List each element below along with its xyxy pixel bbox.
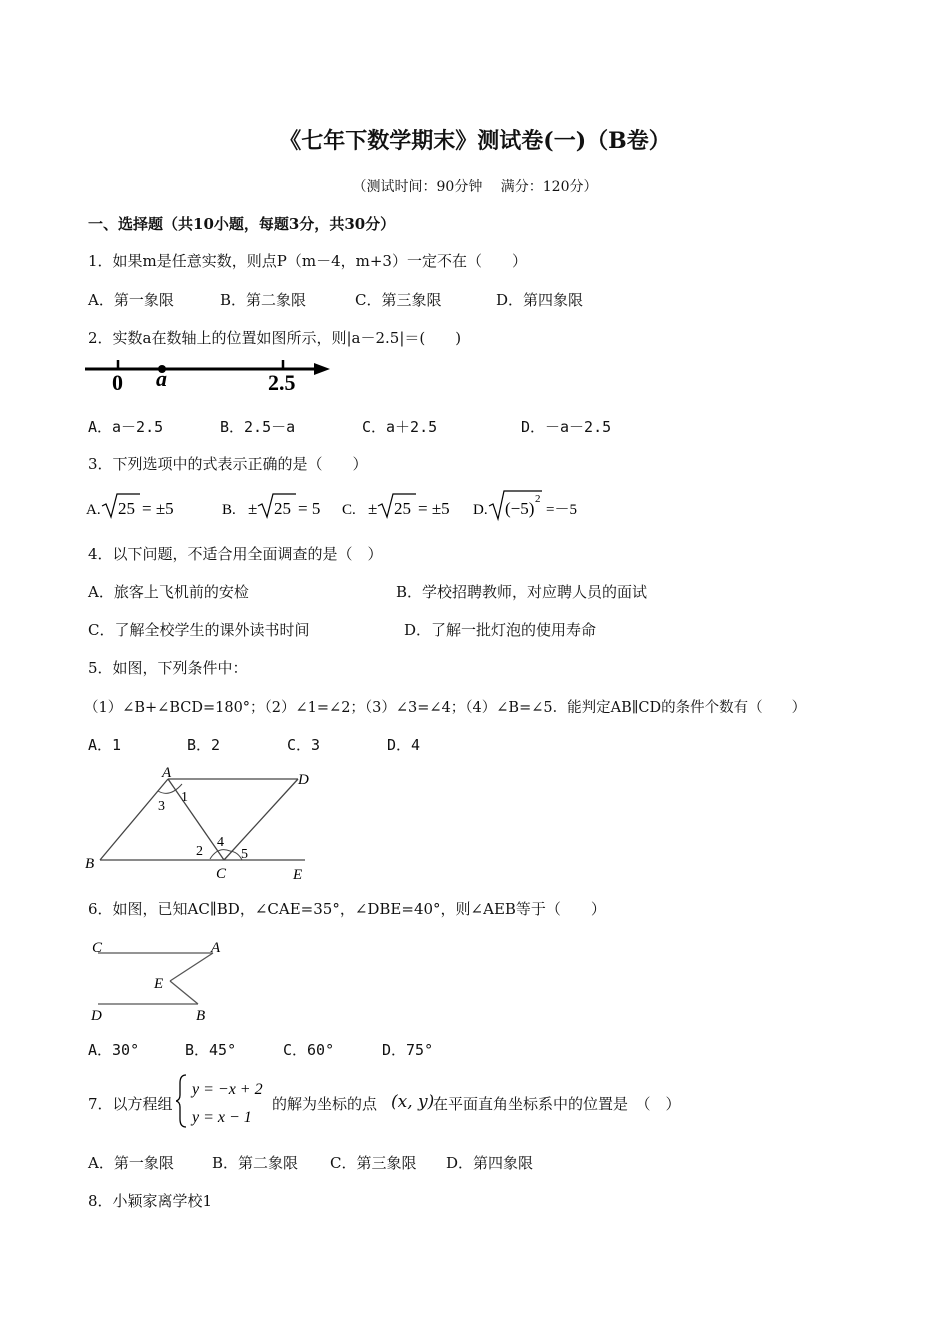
label-a: a <box>156 366 167 391</box>
q6-option-b: B．45° <box>185 1041 237 1059</box>
q7-eq2: y = x − 1 <box>192 1109 252 1126</box>
q6-stem: 6．如图，已知AC∥BD，∠CAE=35°，∠DBE=40°，则∠AEB等于（ ） <box>88 900 606 918</box>
q5-conditions: （1）∠B+∠BCD=180°；（2）∠1=∠2；（3）∠3=∠4；（4）∠B=∠5．能判定AB∥CD的条件个数有（ ） <box>84 700 807 716</box>
fig5-angle-4: 4 <box>217 835 224 850</box>
number-line-arrow <box>314 363 330 375</box>
label-end: 2.5 <box>268 370 296 395</box>
section-heading: 一、选择题（共10小题，每题3分，共30分） <box>88 215 396 233</box>
fig5-label-d: D <box>298 772 309 788</box>
q7-eq1: y = −x + 2 <box>192 1081 263 1098</box>
q5-stem: 5．如图，下列条件中： <box>88 659 248 677</box>
fig5-label-b: B <box>85 856 95 872</box>
q6-figure <box>86 934 236 1026</box>
fig5-angle-5: 5 <box>241 847 248 862</box>
q3-b-prefix: B. <box>222 502 236 518</box>
q6-option-a: A．30° <box>88 1041 140 1059</box>
q7-option-d: D．第四象限 <box>446 1154 534 1172</box>
q5-option-b: B．2 <box>187 736 221 754</box>
q4-option-b: B．学校招聘教师，对应聘人员的面试 <box>396 583 648 601</box>
fig6-label-e: E <box>154 976 164 992</box>
q6-option-d: D．75° <box>382 1041 434 1059</box>
q3-a-rhs: = ±5 <box>142 499 174 518</box>
q2-option-b: B．2.5－a <box>220 418 296 436</box>
q5-option-c: C．3 <box>287 736 321 754</box>
page-title: 《七年下数学期末》测试卷(一)（B卷） <box>279 128 671 154</box>
q3-c-prefix: C. <box>342 502 356 518</box>
q3-a-prefix: A. <box>86 502 101 518</box>
q3-b-rad: 25 <box>274 499 291 518</box>
q5-option-a: A．1 <box>88 736 122 754</box>
fig5-angle-3: 3 <box>158 799 165 814</box>
q3-b-rhs: = 5 <box>298 499 321 518</box>
fig6-label-c: C <box>92 940 103 956</box>
q2-stem: 2．实数a在数轴上的位置如图所示，则|a－2.5|＝( ) <box>88 329 462 347</box>
q3-options <box>84 488 604 526</box>
page-subtitle: （测试时间：90分钟 满分：120分） <box>352 179 598 195</box>
q3-c-rad: 25 <box>394 499 411 518</box>
q2-option-a: A．a－2.5 <box>88 418 164 436</box>
q7-system <box>176 1071 276 1131</box>
fig5-label-a: A <box>162 765 172 781</box>
q7-stem-suffix: 在平面直角坐标系中的位置是 （ ） <box>433 1095 681 1113</box>
q5-figure <box>80 762 320 884</box>
q7-option-a: A．第一象限 <box>88 1154 174 1172</box>
q2-number-line <box>80 352 340 402</box>
q5-option-d: D．4 <box>387 736 421 754</box>
q3-c-rhs: = ±5 <box>418 499 450 518</box>
q7-stem-prefix: 7．以方程组 <box>88 1095 173 1113</box>
q3-a-rad: 25 <box>118 499 135 518</box>
q1-option-a: A．第一象限 <box>88 291 174 309</box>
fig6-label-d: D <box>91 1008 102 1024</box>
q7-option-b: B．第二象限 <box>212 1154 299 1172</box>
fig6-label-b: B <box>196 1008 206 1024</box>
fig5-angle-2: 2 <box>196 844 203 859</box>
q1-option-d: D．第四象限 <box>496 291 584 309</box>
q4-option-a: A．旅客上飞机前的安检 <box>88 583 249 601</box>
q7-stem-mid: 的解为坐标的点 <box>272 1095 378 1113</box>
q3-d-prefix: D. <box>473 502 488 518</box>
label-zero: 0 <box>112 370 123 395</box>
q3-d-exp: 2 <box>535 493 541 505</box>
q7-point: (x, y) <box>391 1092 435 1112</box>
fig6-label-a: A <box>211 940 221 956</box>
q3-c-pm: ± <box>368 499 378 518</box>
q3-d-rhs: =－5 <box>546 502 577 518</box>
q7-option-c: C．第三象限 <box>330 1154 417 1172</box>
q3-d-rad: (−5) <box>505 499 535 518</box>
q1-stem: 1．如果m是任意实数，则点P（m－4，m+3）一定不在（ ） <box>88 252 527 270</box>
q8-stem: 8．小颖家离学校1 <box>88 1192 213 1210</box>
q3-stem: 3．下列选项中的式表示正确的是（ ） <box>88 455 368 473</box>
q6-option-c: C．60° <box>283 1041 335 1059</box>
fig5-angle-1: 1 <box>181 790 188 805</box>
fig5-label-c: C <box>216 866 227 882</box>
fig5-label-e: E <box>293 867 303 883</box>
q1-option-b: B．第二象限 <box>220 291 307 309</box>
q4-option-d: D．了解一批灯泡的使用寿命 <box>404 621 597 639</box>
q2-option-d: D．－a－2.5 <box>521 418 612 436</box>
q3-b-pm: ± <box>248 499 258 518</box>
q4-option-c: C．了解全校学生的课外读书时间 <box>88 621 310 639</box>
q2-option-c: C．a＋2.5 <box>362 418 438 436</box>
q1-option-c: C．第三象限 <box>355 291 442 309</box>
q4-stem: 4．以下问题，不适合用全面调查的是（ ） <box>88 545 383 563</box>
